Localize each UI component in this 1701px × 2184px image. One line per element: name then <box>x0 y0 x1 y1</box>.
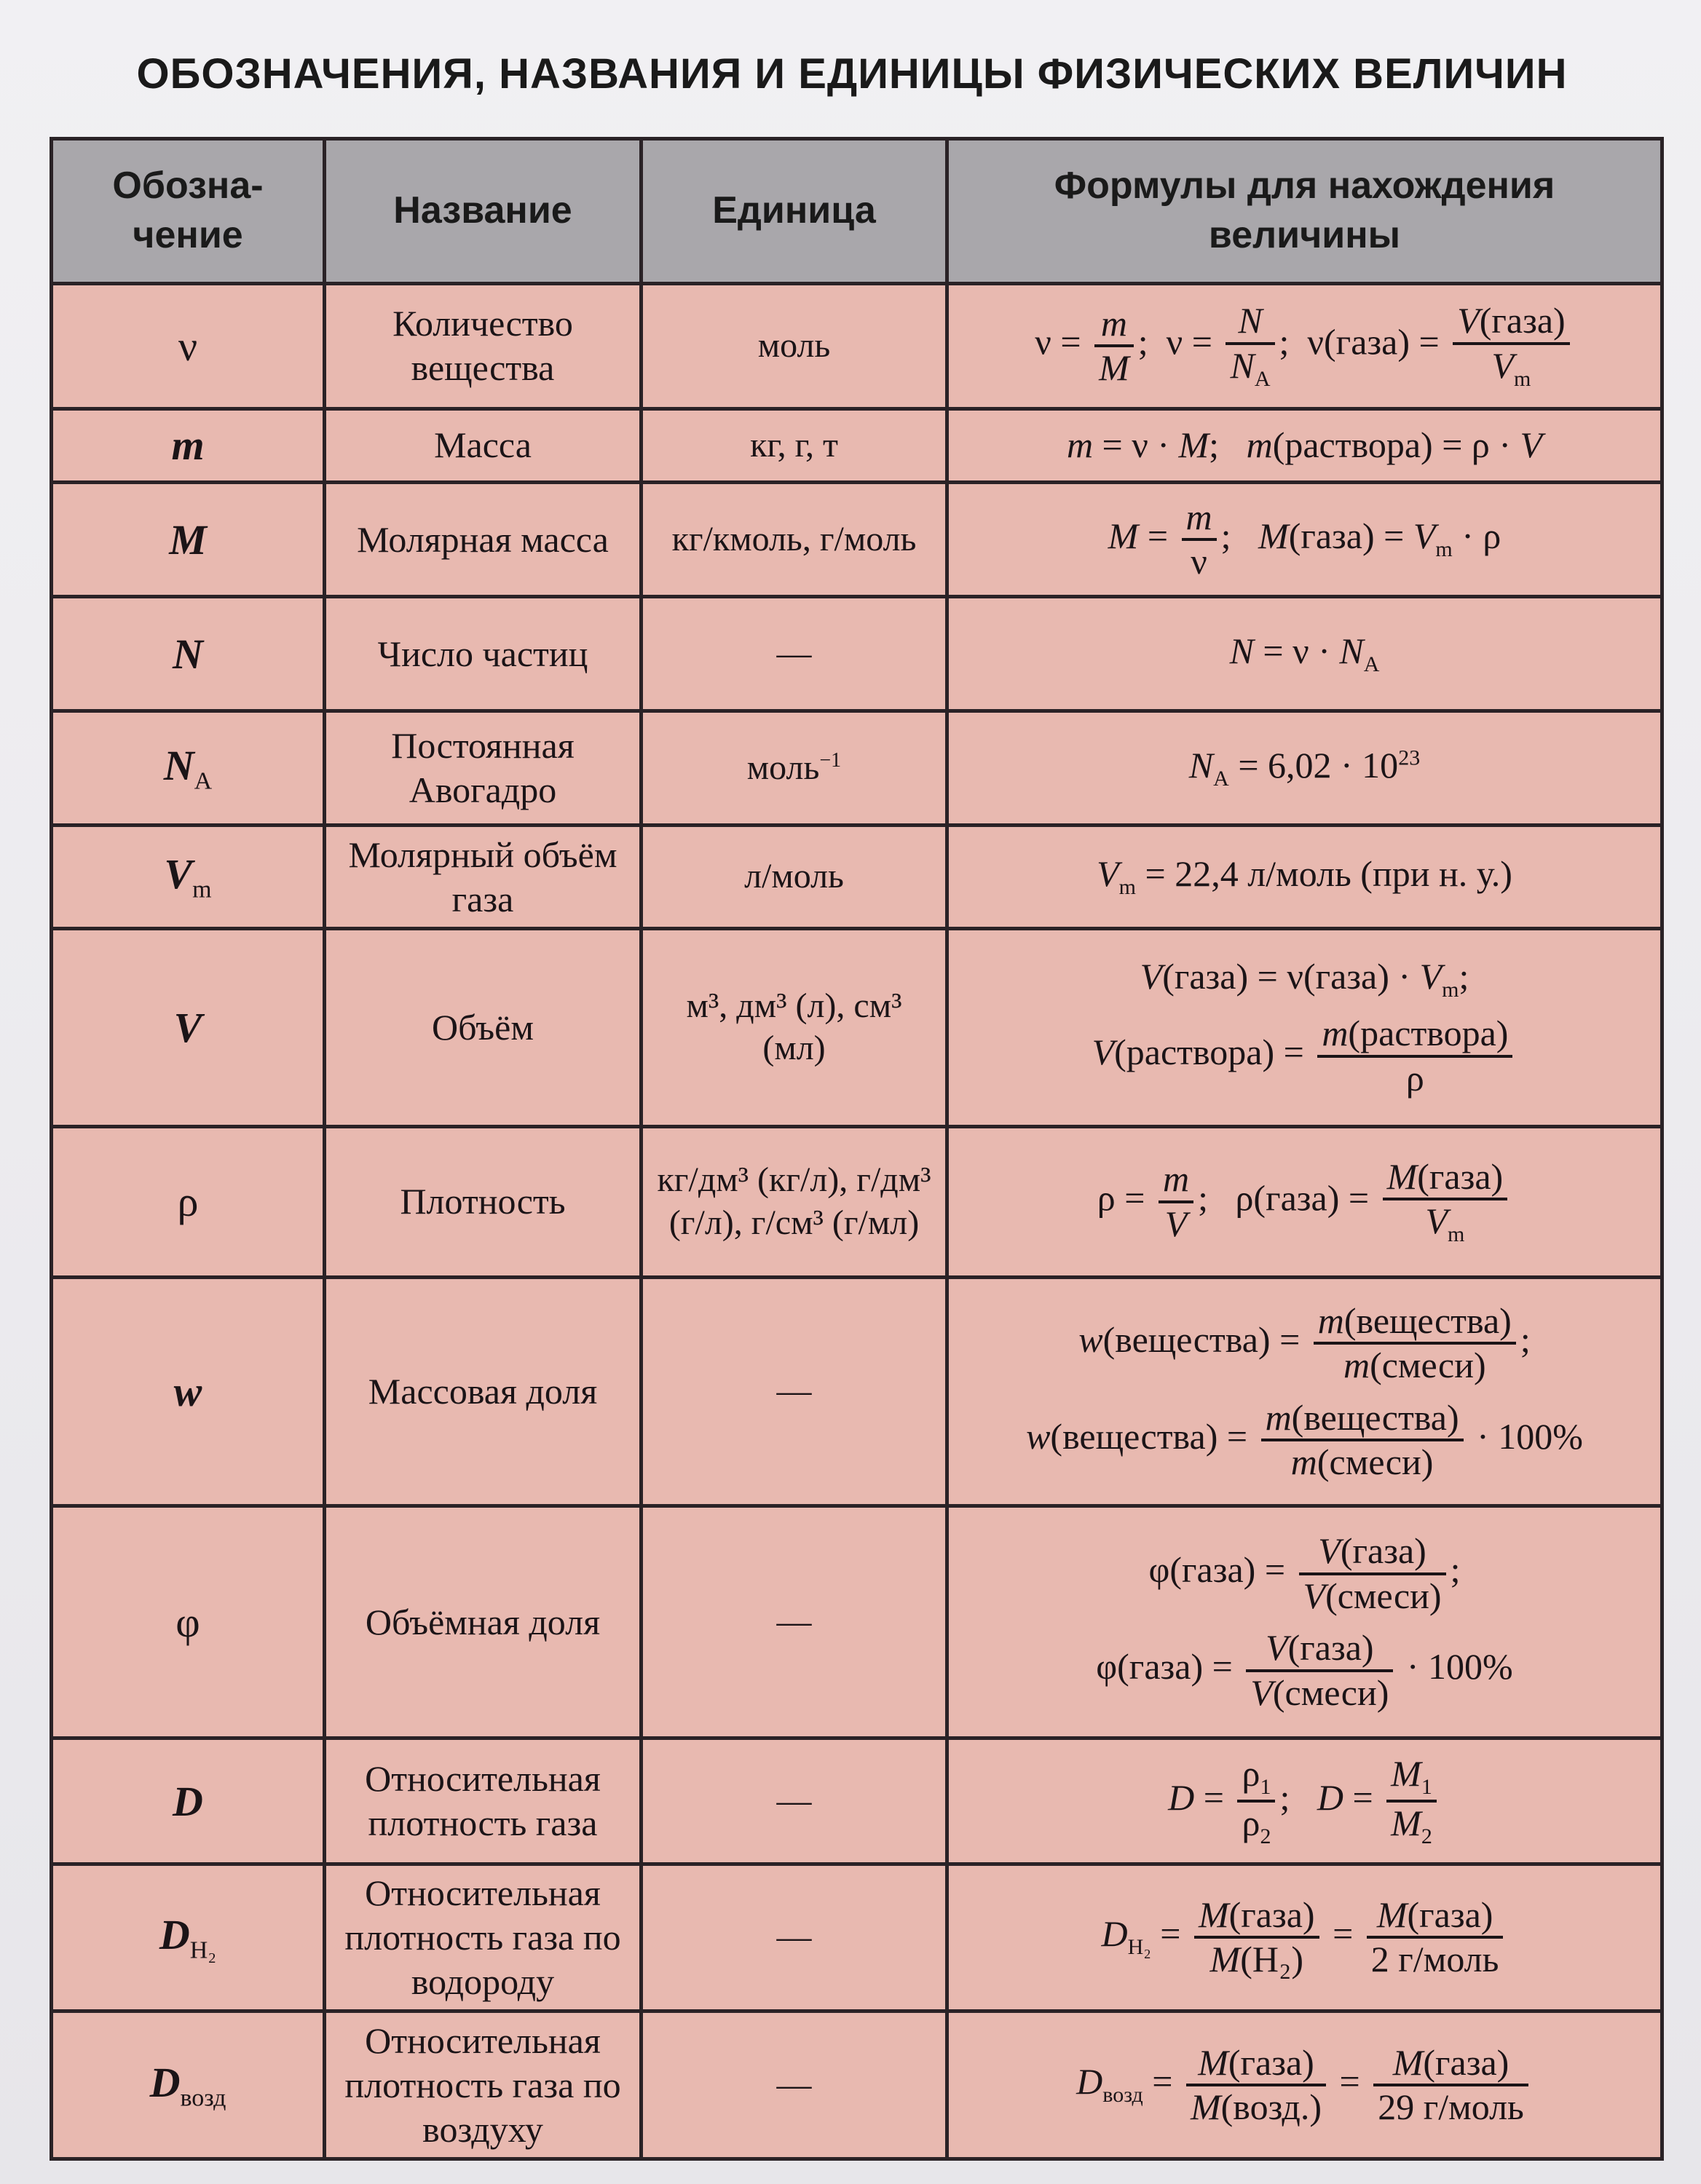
row-symbol: w <box>52 1278 325 1506</box>
row-symbol: φ <box>52 1506 325 1738</box>
row-name: Относительная плотность газа <box>325 1738 642 1864</box>
row-unit: кг, г, т <box>642 408 947 482</box>
row-unit: кг/дм³ (кг/л), г/дм³ (г/л), г/см³ (г/мл) <box>642 1126 947 1278</box>
row-name: Объём <box>325 929 642 1127</box>
quantities-table <box>50 137 1664 2161</box>
row-unit: — <box>642 1506 947 1738</box>
row-unit: — <box>642 1864 947 2011</box>
header-name: Название <box>325 139 642 284</box>
row-unit: кг/кмоль, г/моль <box>642 483 947 597</box>
table-row <box>52 483 1662 597</box>
row-formula: $N_A = 6,02 \cdot 10^{23}$ <box>947 711 1662 826</box>
row-name: Объёмная доля <box>325 1506 642 1738</box>
row-unit: моль$^{-1}$ <box>642 711 947 826</box>
page-title: ОБОЗНАЧЕНИЯ, НАЗВАНИЯ И ЕДИНИЦЫ ФИЗИЧЕСКИХ ВЕЛИЧИН <box>136 50 1568 98</box>
table-row <box>52 597 1662 711</box>
row-formula: w(вещества) = m(вещества) m(смеси) ; w(вещества) = m(вещества) m(смеси) · 100% <box>947 1278 1662 1506</box>
table-row <box>52 1278 1662 1506</box>
row-formula: $D_{H_2}$ = M(газа) M(H₂) = M(газа) 2 г/моль <box>947 1864 1662 2011</box>
row-name: Молярная масса <box>325 483 642 597</box>
table-row <box>52 408 1662 482</box>
table-row <box>52 2011 1662 2159</box>
table-row <box>52 1738 1662 1864</box>
row-name: Молярный объём газа <box>325 826 642 929</box>
row-symbol: D <box>52 1738 325 1864</box>
row-symbol: ρ <box>52 1126 325 1278</box>
row-symbol: $D_{возд}$ <box>52 2011 325 2159</box>
row-symbol: $D_{H_2}$ <box>52 1864 325 2011</box>
row-name: Количество вещества <box>325 283 642 408</box>
row-unit: — <box>642 1738 947 1864</box>
row-symbol: ν <box>52 283 325 408</box>
row-formula: m = ν · M; m(раствора) = ρ · V <box>947 408 1662 482</box>
row-formula: $N = \nu \cdot N_A$ <box>947 597 1662 711</box>
table-row <box>52 1864 1662 2011</box>
table-row <box>52 711 1662 826</box>
header-symbol: Обозна-чение <box>52 139 325 284</box>
table-row <box>52 1506 1662 1738</box>
row-symbol: m <box>52 408 325 482</box>
table-row <box>52 826 1662 929</box>
row-unit: — <box>642 2011 947 2159</box>
header-unit: Единица <box>642 139 947 284</box>
row-symbol: $N_A$ <box>52 711 325 826</box>
row-name: Массовая доля <box>325 1278 642 1506</box>
row-name: Относительная плотность газа по водороду <box>325 1864 642 2011</box>
row-formula: φ(газа) = V(газа) V(смеси) ; φ(газа) = V(газа) V(смеси) · 100% <box>947 1506 1662 1738</box>
row-formula: ν = $\frac{m}{M}$ ; ν = $\frac{N}{N_A}$ ; ν(газа) = V(газа) $V_m$ <box>947 283 1662 408</box>
row-name: Плотность <box>325 1126 642 1278</box>
table-row <box>52 283 1662 408</box>
row-unit: — <box>642 1278 947 1506</box>
row-name: Число частиц <box>325 597 642 711</box>
row-formula: $V_m = 22,4$ л/моль (при н. у.) <box>947 826 1662 929</box>
row-formula: M = $\frac{m}{\nu}$ ; M(газа) = $V_m \cdot \rho$ <box>947 483 1662 597</box>
table-row <box>52 1126 1662 1278</box>
row-unit: л/моль <box>642 826 947 929</box>
row-formula: ρ = $\frac{m}{V}$ ; ρ(газа) = M(газа) $V_m$ <box>947 1126 1662 1278</box>
row-unit: моль <box>642 283 947 408</box>
row-symbol: M <box>52 483 325 597</box>
header-formulas: Формулы для нахождения величины <box>947 139 1662 284</box>
row-name: Постоянная Авогадро <box>325 711 642 826</box>
row-formula: V(газа) = ν(газа) · $V_m$; V(раствора) = m(раствора) ρ <box>947 929 1662 1127</box>
table-row <box>52 929 1662 1127</box>
header-row <box>52 139 1662 284</box>
row-unit: м³, дм³ (л), см³ (мл) <box>642 929 947 1127</box>
row-name: Масса <box>325 408 642 482</box>
row-formula: $D_{возд}$ = M(газа) M(возд.) = M(газа) 29 г/моль <box>947 2011 1662 2159</box>
row-formula: D = $\frac{\rho_1}{\rho_2}$ ; D = $\frac{M_1}{M_2}$ <box>947 1738 1662 1864</box>
row-symbol: N <box>52 597 325 711</box>
row-symbol: V <box>52 929 325 1127</box>
row-symbol: $V_m$ <box>52 826 325 929</box>
row-name: Относительная плотность газа по воздуху <box>325 2011 642 2159</box>
row-unit: — <box>642 597 947 711</box>
